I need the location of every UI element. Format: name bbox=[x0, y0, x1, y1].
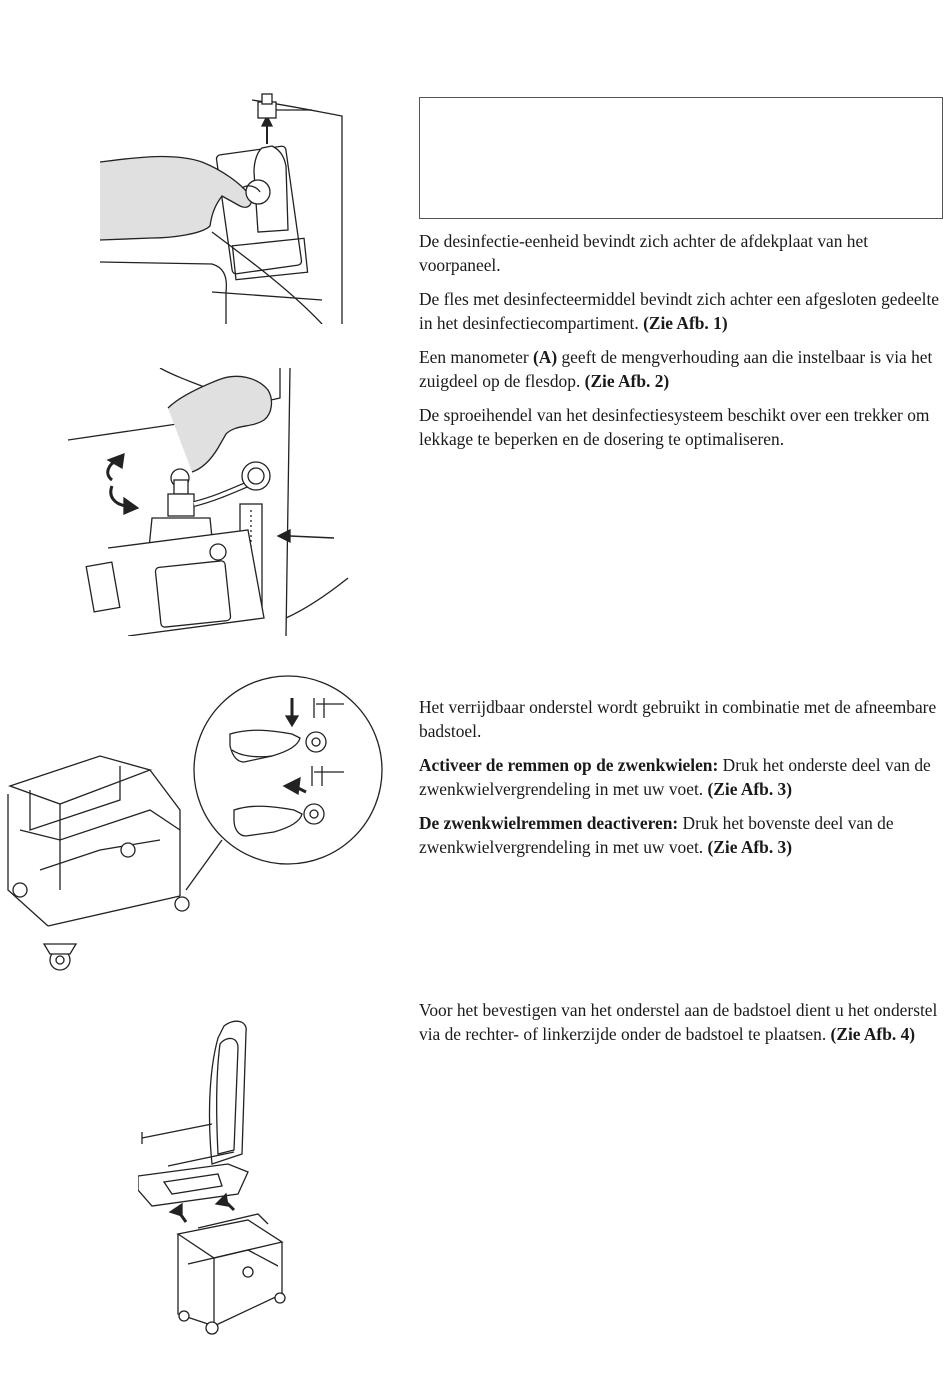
notice-box bbox=[419, 97, 943, 219]
section-mobile-frame-text bbox=[419, 695, 944, 869]
paragraph-deactivate-brakes: De zwenkwielremmen deactiveren: Druk het bovenste deel van de zwenkwielvergrendeling in met uw voet. (Zie Afb. 3) bbox=[419, 813, 894, 857]
paragraph-disinfection-unit: De desinfectie-eenheid bevindt zich achter de afdekplaat van het voorpaneel. bbox=[419, 231, 869, 275]
figure-4-chair-attachment bbox=[138, 1014, 298, 1336]
paragraph-bottle-location: De fles met desinfecteermiddel bevindt zich achter een afgesloten gedeelte in het desinfectiecompartiment. (Zie Afb. 1) bbox=[419, 289, 940, 333]
figure-2-manometer bbox=[68, 368, 358, 636]
section-attach-chair-text bbox=[419, 998, 944, 1056]
paragraph-attach-chair: Voor het bevestigen van het onderstel aan de badstoel dient u het onderstel via de rechter- of linkerzijde onder de badstoel te plaatsen. (Zie Afb. 4) bbox=[419, 1000, 938, 1044]
paragraph-mobile-frame: Het verrijdbaar onderstel wordt gebruikt in combinatie met de afneembare badstoel. bbox=[419, 697, 937, 741]
paragraph-activate-brakes: Activeer de remmen op de zwenkwielen: Druk het onderste deel van de zwenkwielvergrendeling in met uw voet. (Zie Afb. 3) bbox=[419, 755, 931, 799]
label-a: (A) bbox=[532, 347, 558, 367]
figure-ref-3b: (Zie Afb. 3) bbox=[707, 837, 793, 857]
figure-ref-4: (Zie Afb. 4) bbox=[830, 1024, 916, 1044]
figure-ref-1: (Zie Afb. 1) bbox=[643, 313, 728, 333]
figure-ref-3a: (Zie Afb. 3) bbox=[707, 779, 793, 799]
figure-1-disinfectant-bottle bbox=[92, 92, 354, 324]
paragraph-manometer: Een manometer (A) geeft de mengverhouding aan die instelbaar is via het zuigdeel op de flesdop. (Zie Afb. 2) bbox=[419, 347, 933, 391]
figure-ref-2: (Zie Afb. 2) bbox=[584, 371, 670, 391]
section-disinfection-text bbox=[419, 229, 944, 461]
paragraph-spray-handle: De sproeihendel van het desinfectiesysteem beschikt over een trekker om lekkage te beperken en de dosering te optimaliseren. bbox=[419, 405, 930, 449]
figure-3-caster-brakes bbox=[0, 670, 386, 976]
